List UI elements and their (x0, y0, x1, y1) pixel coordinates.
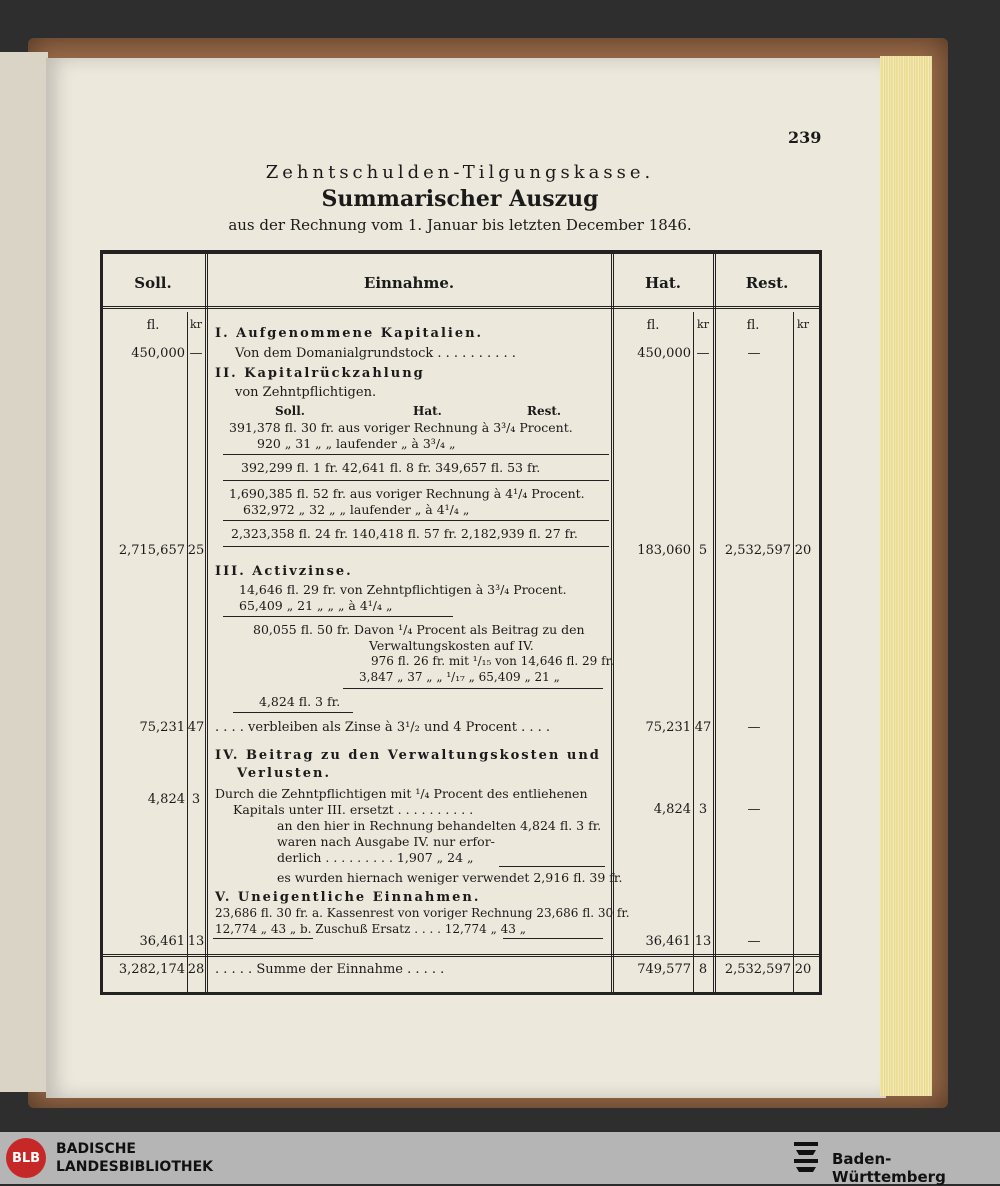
s3-line: 80,055 fl. 50 fr. Davon ¹/₄ Procent als Beitrag zu den (253, 622, 585, 637)
s2-col-hat: Hat. (413, 404, 442, 418)
s5-line: 12,774 „ 43 „ b. Zuschuß Ersatz . . . . 12,774 „ 43 „ (215, 922, 526, 936)
s2-line: 391,378 fl. 30 fr. aus voriger Rechnung à 3³/₄ Procent. (229, 420, 573, 435)
s3-line: 976 fl. 26 fr. mit ¹/₁₅ von 14,646 fl. 29 fr. (371, 654, 614, 668)
section-1-row: Von dem Domanialgrundstock . . . . . . . . . . (235, 346, 516, 361)
library-name-line2: LANDESBIBLIOTHEK (56, 1159, 214, 1175)
header-soll: Soll. (134, 274, 172, 292)
divider (503, 938, 603, 939)
s2-rest-fl: 2,532,597 (724, 543, 791, 558)
total-soll-kr: 28 (187, 962, 205, 977)
s4-line: Kapitals unter III. ersetzt . . . . . . . . . . (233, 802, 474, 817)
s2-rest-kr: 20 (794, 543, 812, 558)
section-2-title: II. Kapitalrückzahlung (215, 366, 425, 381)
unit-kr: kr (797, 318, 809, 331)
total-hat-fl: 749,577 (637, 962, 691, 977)
s1-hat-kr: — (696, 346, 710, 361)
s3-soll-fl: 75,231 (139, 720, 185, 735)
s4-line: Durch die Zehntpflichtigen mit ¹/₄ Procent des entliehenen (215, 786, 588, 801)
header-rest: Rest. (745, 274, 789, 292)
divider (233, 712, 353, 713)
divider (223, 546, 609, 547)
s3-hat-kr: 47 (694, 720, 712, 735)
s5-hat-kr: 13 (694, 934, 712, 949)
coat-of-arms-icon (790, 1138, 822, 1178)
s4-line: derlich . . . . . . . . . 1,907 „ 24 „ (277, 850, 474, 865)
unit-fl: fl. (746, 318, 760, 333)
s3-line: 65,409 „ 21 „ „ „ à 4¹/₄ „ (239, 598, 393, 613)
page-edges (880, 56, 932, 1096)
s3-soll-kr: 47 (187, 720, 205, 735)
divider (223, 480, 609, 481)
section-3-row: . . . . verbleiben als Zinse à 3¹/₂ und 4 Procent . . . . (215, 720, 551, 735)
divider (343, 688, 603, 689)
s2-soll-kr: 25 (187, 543, 205, 558)
total-soll-fl: 3,282,174 (118, 962, 185, 977)
unit-kr: kr (697, 318, 709, 331)
total-hat-kr: 8 (698, 962, 708, 977)
s5-rest: — (747, 934, 761, 949)
divider (205, 254, 208, 992)
library-name-line1: BADISCHE (56, 1141, 136, 1157)
unit-fl: fl. (146, 318, 160, 333)
divider (103, 954, 819, 957)
divider (187, 312, 188, 992)
left-page-edge (0, 52, 48, 1092)
s3-line: 4,824 fl. 3 fr. (259, 694, 341, 709)
s3-rest: — (747, 720, 761, 735)
s3-line: Verwaltungskosten auf IV. (369, 638, 534, 653)
unit-fl: fl. (646, 318, 660, 333)
page-heading: Summarischer Auszug (321, 186, 599, 212)
s4-line: an den hier in Rechnung behandelten 4,824 fl. 3 fr. (277, 818, 602, 833)
divider (213, 938, 313, 939)
s5-soll-fl: 36,461 (139, 934, 185, 949)
s5-hat-fl: 36,461 (645, 934, 691, 949)
s2-col-rest: Rest. (527, 404, 562, 418)
section-3-title: III. Activzinse. (215, 564, 353, 579)
section-5-title: V. Uneigentliche Einnahmen. (215, 890, 481, 905)
unit-kr: kr (190, 318, 202, 331)
s2-line: 1,690,385 fl. 52 fr. aus voriger Rechnung à 4¹/₄ Procent. (229, 486, 585, 501)
s5-line: 23,686 fl. 30 fr. a. Kassenrest von voriger Rechnung 23,686 fl. 30 fr. (215, 906, 630, 920)
s2-subtotal: 2,323,358 fl. 24 fr. 140,418 fl. 57 fr. 2,182,939 fl. 27 fr. (231, 526, 578, 541)
ledger-table (100, 250, 822, 995)
page-subtitle: aus der Rechnung vom 1. Januar bis letzten December 1846. (228, 216, 692, 234)
s2-subtotal: 392,299 fl. 1 fr. 42,641 fl. 8 fr. 349,657 fl. 53 fr. (241, 460, 541, 475)
s4-hat-fl: 4,824 (653, 802, 691, 817)
divider (793, 312, 794, 992)
divider (713, 254, 716, 992)
total-rest-fl: 2,532,597 (724, 962, 791, 977)
s3-line: 3,847 „ 37 „ „ ¹/₁₇ „ 65,409 „ 21 „ (359, 670, 560, 684)
s4-line: es wurden hiernach weniger verwendet 2,916 fl. 39 fr. (277, 870, 623, 885)
s3-line: 14,646 fl. 29 fr. von Zehntpflichtigen à 3³/₄ Procent. (239, 582, 567, 597)
divider (223, 520, 609, 521)
section-4-title: Verlusten. (237, 766, 331, 781)
total-label: . . . . . Summe der Einnahme . . . . . (215, 962, 445, 977)
s2-line: 632,972 „ 32 „ „ laufender „ à 4¹/₄ „ (243, 502, 470, 517)
s4-soll-kr: 3 (191, 792, 201, 807)
s2-soll-fl: 2,715,657 (118, 543, 185, 558)
divider (103, 306, 819, 309)
section-1-title: I. Aufgenommene Kapitalien. (215, 326, 484, 341)
s4-soll-fl: 4,824 (147, 792, 185, 807)
page-number: 239 (788, 128, 822, 147)
s1-soll-fl: 450,000 (131, 346, 185, 361)
section-2-subtitle: von Zehntpflichtigen. (235, 385, 377, 400)
header-einnahme: Einnahme. (363, 274, 455, 292)
s4-hat-kr: 3 (698, 802, 708, 817)
s2-hat-kr: 5 (698, 543, 708, 558)
s4-line: waren nach Ausgabe IV. nur erfor- (277, 834, 495, 849)
divider (693, 312, 694, 992)
s2-hat-fl: 183,060 (637, 543, 691, 558)
state-name[interactable]: Baden-Württemberg (832, 1150, 946, 1186)
blb-logo[interactable]: BLB (6, 1138, 46, 1178)
total-rest-kr: 20 (794, 962, 812, 977)
page-title: Zehntschulden-Tilgungskasse. (265, 162, 655, 183)
s1-soll-kr: — (189, 346, 203, 361)
s3-hat-fl: 75,231 (645, 720, 691, 735)
s1-hat-fl: 450,000 (637, 346, 691, 361)
s2-col-soll: Soll. (275, 404, 305, 418)
s5-soll-kr: 13 (187, 934, 205, 949)
header-hat: Hat. (644, 274, 682, 292)
library-name[interactable] (56, 1140, 213, 1176)
divider (223, 454, 609, 455)
section-4-title: IV. Beitrag zu den Verwaltungskosten und (215, 748, 601, 763)
s1-rest: — (747, 346, 761, 361)
divider (223, 616, 453, 617)
s4-rest: — (747, 802, 761, 817)
s2-line: 920 „ 31 „ „ laufender „ à 3³/₄ „ (257, 436, 456, 451)
divider (499, 866, 605, 867)
